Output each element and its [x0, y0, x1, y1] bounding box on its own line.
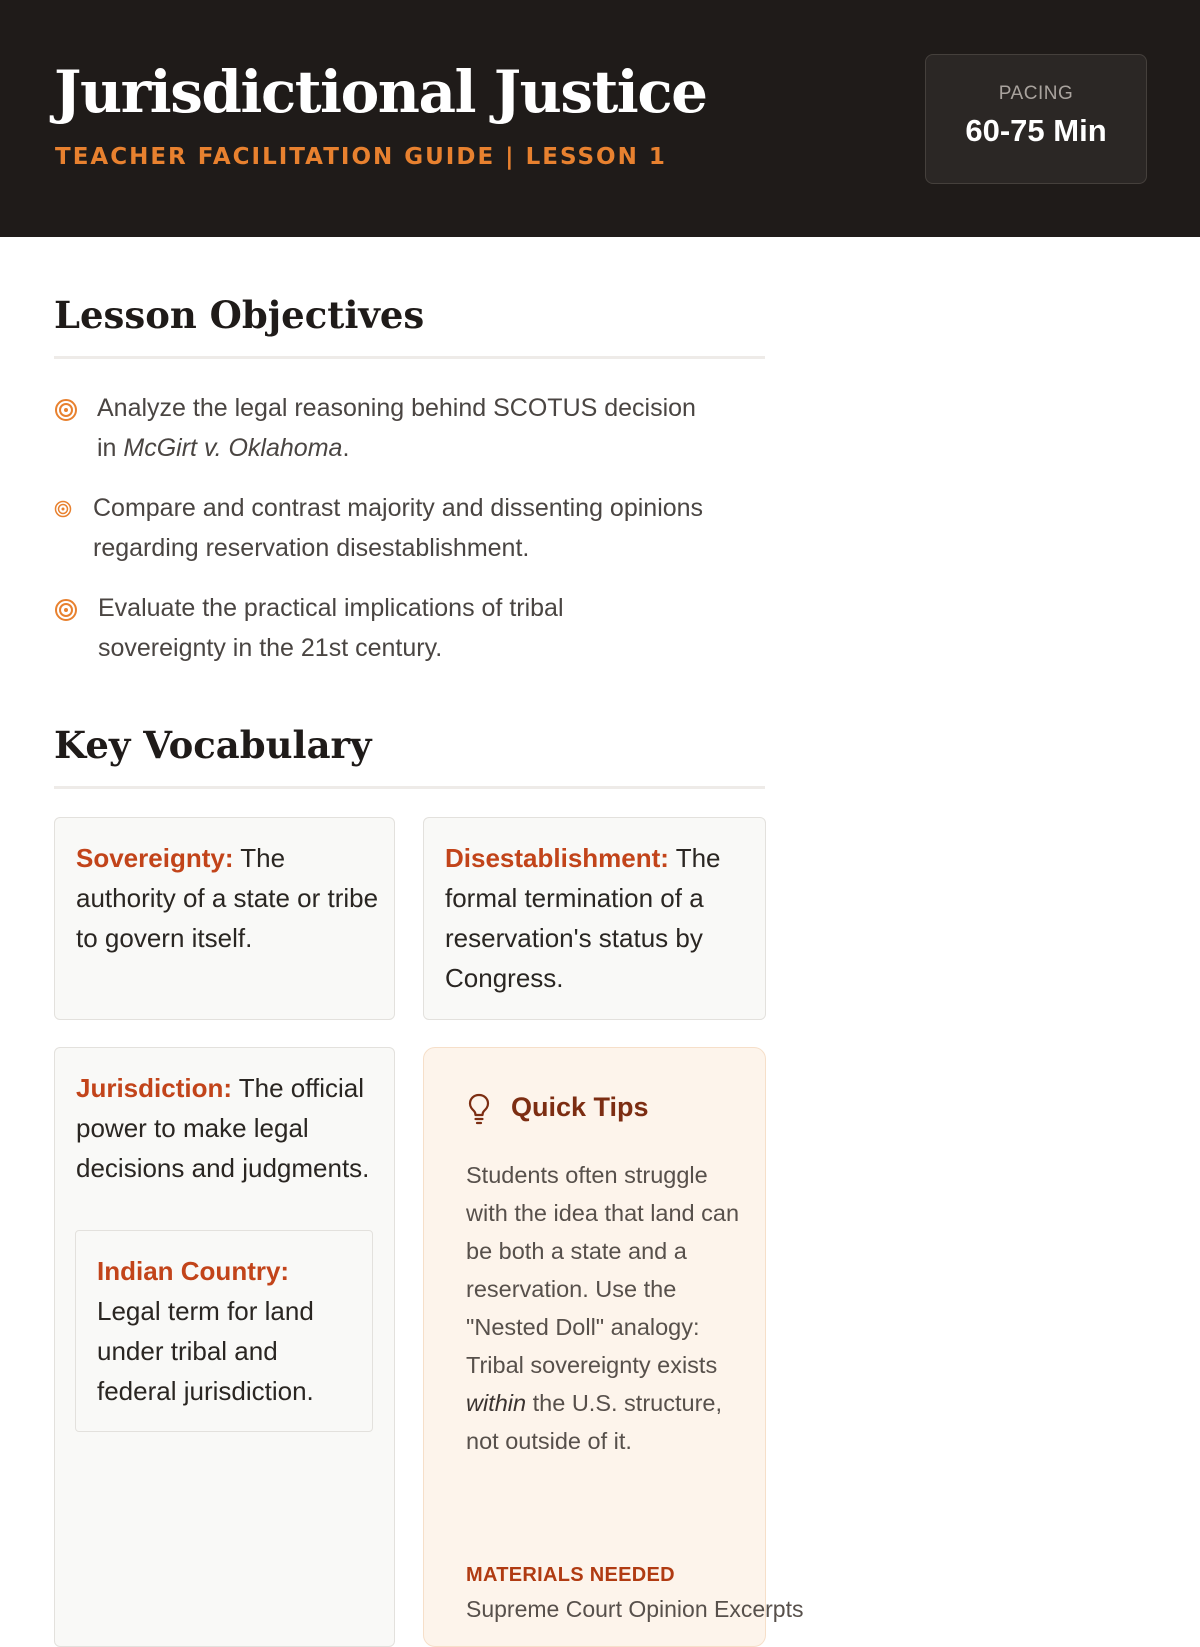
tips-text-after: the U.S. structure, not outside of it.: [466, 1390, 722, 1454]
target-icon: [54, 500, 72, 518]
vocab-definition: Legal term for land under tribal and federal jurisdiction.: [97, 1296, 314, 1406]
page-subtitle: TEACHER FACILITATION GUIDE | LESSON 1: [55, 144, 667, 170]
target-icon: [54, 398, 78, 422]
vocab-card-indian-country: [75, 1230, 373, 1432]
vocab-term: Disestablishment:: [445, 843, 669, 873]
vocabulary-heading: Key Vocabulary: [54, 723, 372, 767]
quick-tips-title: Quick Tips: [511, 1092, 649, 1122]
vocab-term: Indian Country:: [97, 1256, 290, 1286]
lightbulb-icon: [466, 1092, 492, 1126]
pacing-value: 60-75 Min: [965, 113, 1107, 148]
vocab-card-sovereignty: [54, 817, 395, 1020]
vocab-entry: [445, 838, 751, 998]
vocab-entry: [76, 838, 380, 958]
vocabulary-divider: [54, 786, 765, 789]
vocab-entry: [76, 1068, 380, 1188]
quick-tips-text: [466, 1156, 745, 1460]
tips-text-before: Students often struggle with the idea that land can be both a state and a reservation. Use the "Nested Doll" analogy: Tribal sovereignty exists: [466, 1162, 740, 1378]
vocab-definition: The authority of a state or tribe to govern itself.: [76, 843, 379, 953]
pacing-label: PACING: [998, 83, 1074, 104]
vocab-definition: The formal termination of a reservation's status by Congress.: [445, 843, 721, 993]
objective-text: Compare and contrast majority and dissenting opinions regarding reservation disestablishment.: [93, 494, 704, 562]
objectives-divider: [54, 356, 765, 359]
vocab-entry: [97, 1251, 362, 1411]
target-icon: [54, 598, 78, 622]
materials-text: Supreme Court Opinion Excerpts: [466, 1596, 804, 1622]
case-name: McGirt v. Oklahoma: [123, 434, 343, 462]
objective-text-after: .: [342, 434, 350, 462]
vocab-card-disestablishment: [423, 817, 766, 1020]
objective-text-before: Analyze the legal reasoning behind SCOTUS decision in: [97, 394, 696, 462]
pacing-badge: [925, 54, 1147, 184]
header-banner: [0, 0, 1200, 237]
tips-text-emphasis: within: [466, 1390, 527, 1416]
objective-text: Evaluate the practical implications of tribal sovereignty in the 21st century.: [98, 594, 564, 662]
page-title: Jurisdictional Justice: [54, 58, 707, 126]
vocab-definition: The official power to make legal decisions and judgments.: [76, 1073, 370, 1183]
objective-text: [97, 388, 697, 468]
vocab-term: Sovereignty:: [76, 843, 234, 873]
materials-label: MATERIALS NEEDED: [466, 1564, 675, 1586]
objectives-heading: Lesson Objectives: [54, 293, 425, 337]
quick-tips-card: [423, 1047, 804, 1647]
vocab-term: Jurisdiction:: [76, 1073, 233, 1103]
